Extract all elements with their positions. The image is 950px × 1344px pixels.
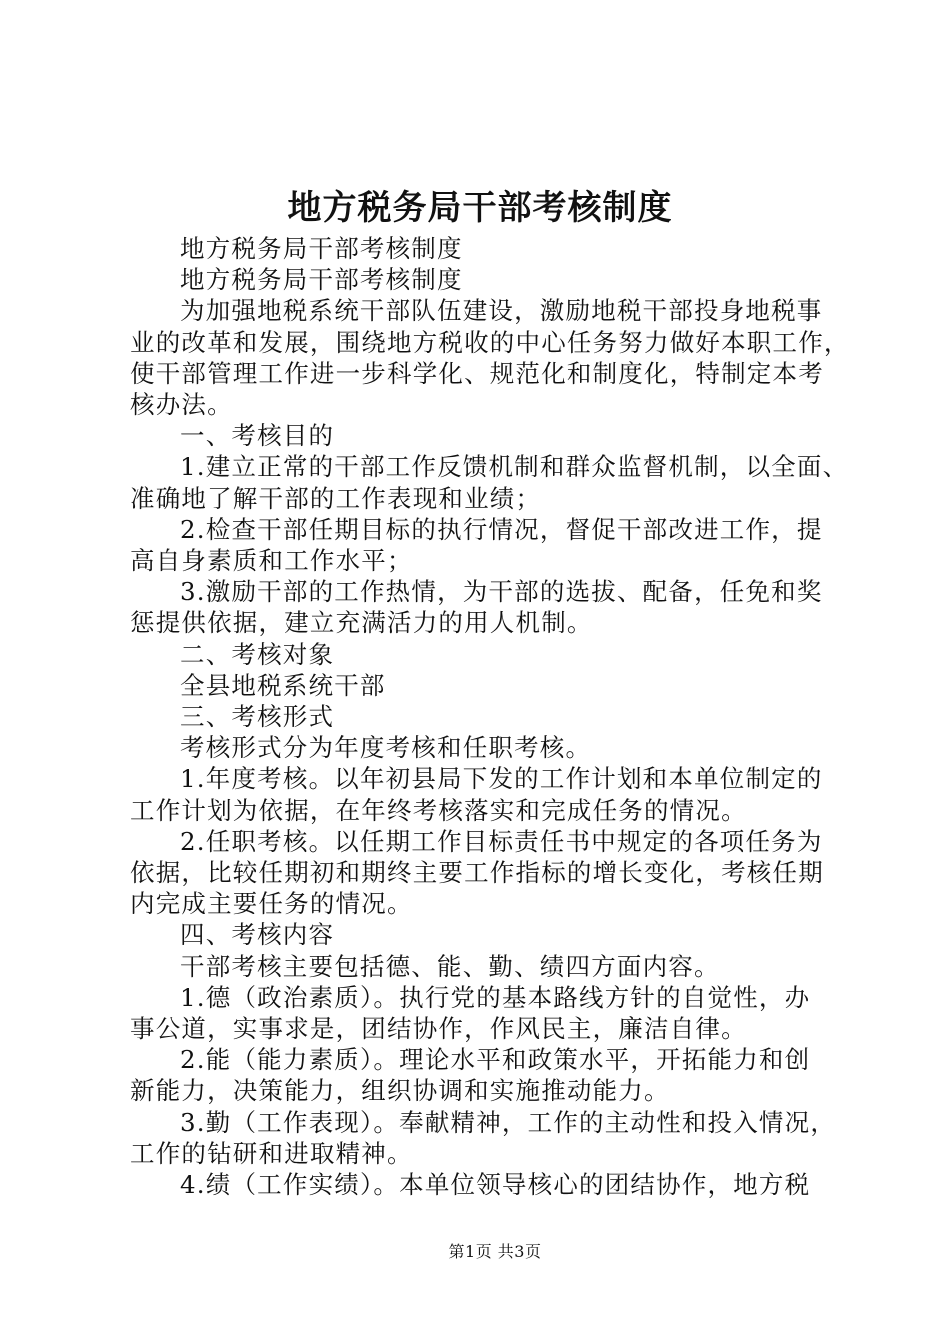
body-line: 地方税务局干部考核制度 [180,234,463,263]
body-line: 内完成主要任务的情况。 [130,889,413,919]
document-title: 地方税务局干部考核制度 [287,188,673,228]
body-line: 干部考核主要包括德、能、勤、绩四方面内容。 [180,951,720,981]
body-line: 3.勤（工作表现）。奉献精神，工作的主动性和投入情况， [180,1107,837,1137]
body-line: 1.德（政治素质）。执行党的基本路线方针的自觉性，办 [180,982,811,1012]
body-line: 4.绩（工作实绩）。本单位领导核心的团结协作，地方税 [180,1170,811,1200]
body-line: 核办法。 [130,390,233,420]
body-line: 准确地了解干部的工作表现和业绩； [130,483,542,513]
body-line: 事公道，实事求是，团结协作，作风民主，廉洁自律。 [130,1014,747,1044]
body-line: 使干部管理工作进一步科学化、规范化和制度化，特制定本考 [130,358,824,388]
body-line: 地方税务局干部考核制度 [180,265,463,295]
body-line: 1.年度考核。以年初县局下发的工作计划和本单位制定的 [180,764,823,794]
body-line: 全县地税系统干部 [180,670,386,700]
body-line: 工作计划为依据，在年终考核落实和完成任务的情况。 [130,795,747,825]
body-line: 一、考核目的 [180,421,335,451]
body-line: 惩提供依据，建立充满活力的用人机制。 [130,608,593,638]
body-line: 二、考核对象 [180,639,335,669]
body-line: 新能力，决策能力，组织协调和实施推动能力。 [130,1076,670,1106]
body-line: 考核形式分为年度考核和任职考核。 [180,733,592,763]
body-line: 四、考核内容 [180,920,335,950]
body-line: 1.建立正常的干部工作反馈机制和群众监督机制，以全面、 [180,452,849,482]
body-line: 为加强地税系统干部队伍建设，激励地税干部投身地税事 [180,296,823,326]
body-line: 2.能（能力素质）。理论水平和政策水平，开拓能力和创 [180,1045,811,1075]
page-footer: 第1页 共3页 [448,1242,542,1261]
body-line: 高自身素质和工作水平； [130,546,413,576]
body-line: 工作的钻研和进取精神。 [130,1138,413,1168]
document-body [130,233,850,1200]
body-line: 三、考核形式 [180,702,335,732]
body-line: 依据，比较任期初和期终主要工作指标的增长变化，考核任期 [130,858,824,888]
body-line: 2.任职考核。以任期工作目标责任书中规定的各项任务为 [180,826,823,856]
body-line: 3.激励干部的工作热情，为干部的选拔、配备，任免和奖 [180,577,823,607]
body-line: 2.检查干部任期目标的执行情况，督促干部改进工作，提 [180,514,823,544]
body-line: 业的改革和发展，围绕地方税收的中心任务努力做好本职工作， [130,327,850,357]
